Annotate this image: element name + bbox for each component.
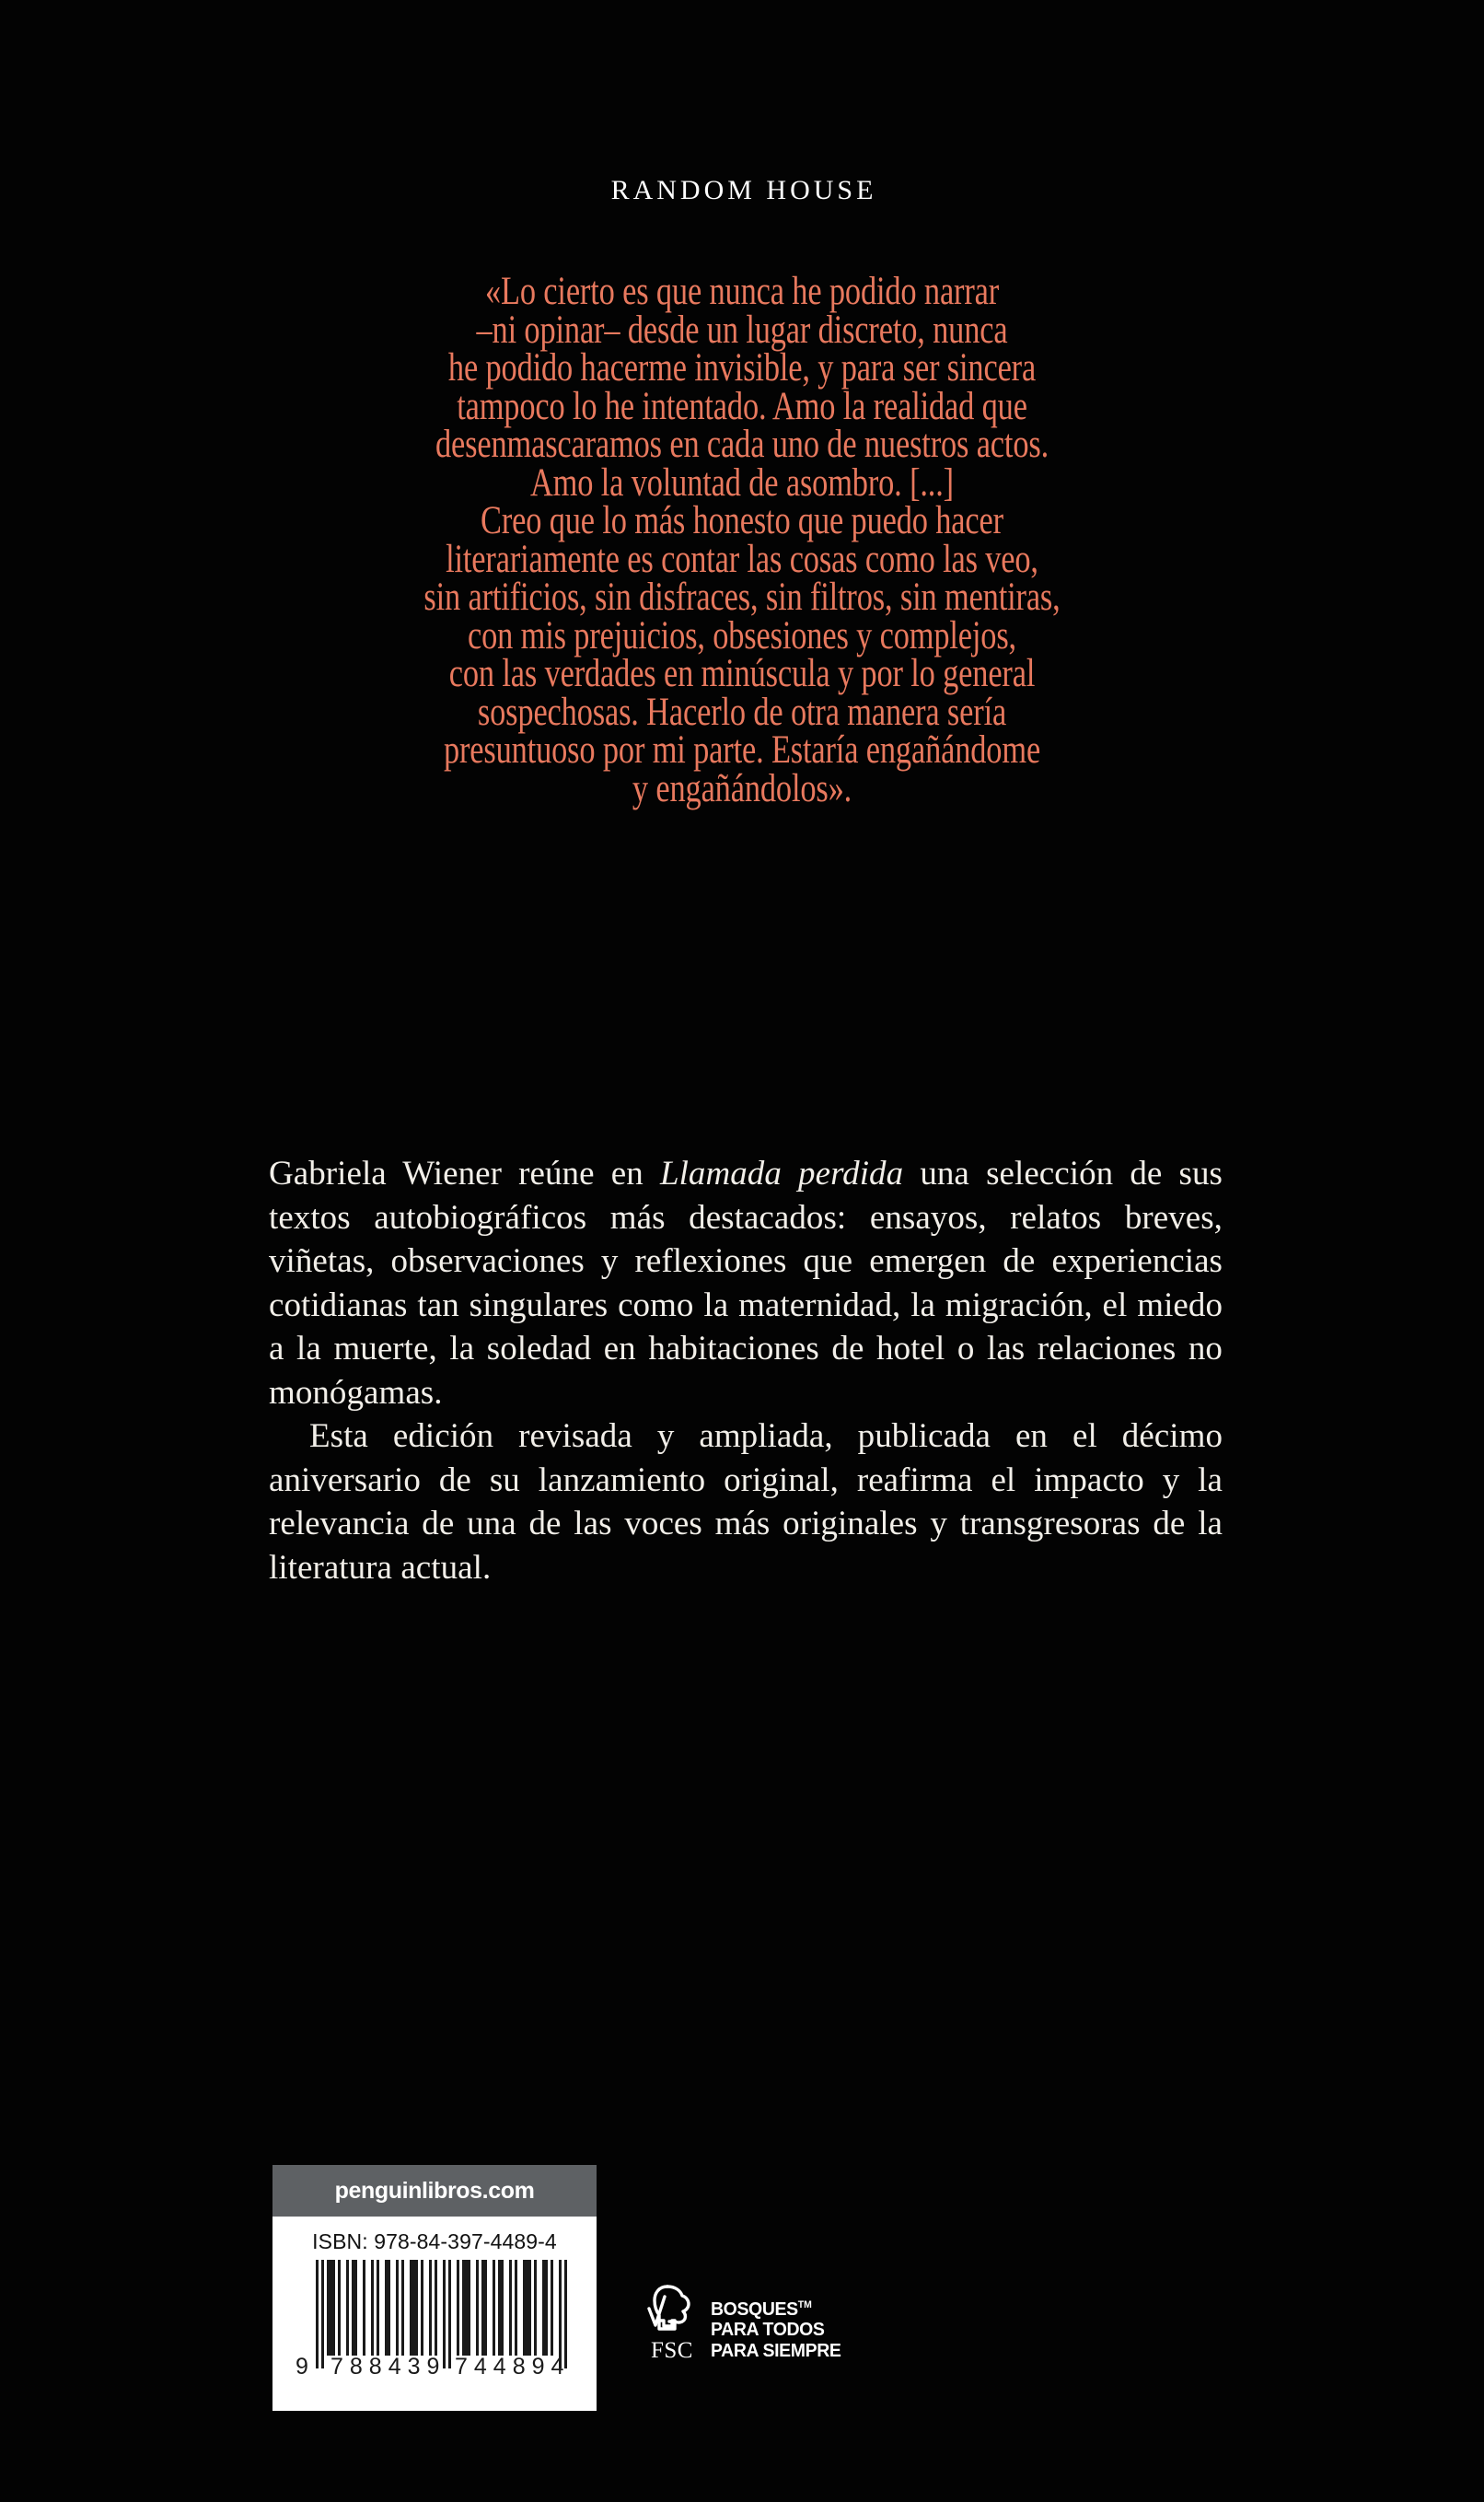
book-title-italic: Llamada perdida xyxy=(659,1155,904,1193)
pull-quote-line: desenmascaramos en cada uno de nuestros actos. xyxy=(435,423,1049,466)
fsc-tree-checkmark-icon xyxy=(643,2281,701,2338)
fsc-certification-logo xyxy=(642,2281,848,2363)
blurb-paragraph-1 xyxy=(269,1152,1223,1414)
fsc-slogan-line-1 xyxy=(711,2295,841,2320)
pull-quote-line: he podido hacerme invisible, y para ser sincera xyxy=(447,346,1037,390)
isbn-text: ISBN: 978-84-397-4489-4 xyxy=(272,2217,597,2260)
imprint-logotype: RANDOM HOUSE xyxy=(610,175,877,205)
ean-left-group-text: 788439 xyxy=(330,2354,446,2378)
ean13-barcode xyxy=(272,2260,597,2387)
pull-quote xyxy=(226,270,1258,810)
fsc-slogan-line-3: PARA SIEMPRE xyxy=(711,2339,841,2361)
fsc-slogan-line-2: PARA TODOS xyxy=(711,2319,825,2340)
blurb-copy xyxy=(269,1152,1223,1589)
barcode-bottom-padding xyxy=(272,2387,597,2411)
fsc-slogan xyxy=(711,2295,848,2363)
pull-quote-line: literariamente es contar las cosas como las veo, xyxy=(446,537,1038,581)
ean13-bars-svg xyxy=(294,2260,575,2378)
pull-quote-line: Amo la voluntad de asombro. [...] xyxy=(530,460,954,505)
blurb-p1-rest: una selección de sus textos autobiográficos más destacados: ensayos, relatos breves, viñetas, observaciones y reflexiones que emergen de experiencias cotidianas tan singulares como la maternidad, la migración, el miedo a la muerte, la soledad en habitaciones de hotel o las relaciones no monógamas. xyxy=(269,1155,1223,1412)
fsc-line1-text: BOSQUES xyxy=(711,2298,798,2320)
ean-lead-digit-text: 9 xyxy=(296,2354,308,2378)
pull-quote-line: tampoco lo he intentado. Amo la realidad que xyxy=(457,384,1027,428)
fsc-label: FSC xyxy=(651,2338,693,2363)
pull-quote-line: «Lo cierto es que nunca he podido narrar xyxy=(484,270,1000,313)
pull-quote-line: y engañándolos». xyxy=(632,766,852,810)
pull-quote-line: Creo que lo más honesto que puedo hacer xyxy=(481,499,1003,542)
pull-quote-line: sin artificios, sin disfraces, sin filtros, sin mentiras, xyxy=(423,576,1061,619)
pull-quote-line: –ni opinar– desde un lugar discreto, nunca xyxy=(476,308,1008,352)
pull-quote-line: con mis prejuicios, obsesiones y complejos, xyxy=(468,613,1016,658)
fsc-mark xyxy=(642,2281,702,2363)
penguinlibros-website-bar[interactable]: penguinlibros.com xyxy=(272,2165,597,2217)
blurb-p1-lead: Gabriela Wiener reúne en xyxy=(269,1155,660,1193)
fsc-trademark-symbol: TM xyxy=(797,2298,812,2310)
blurb-paragraph-2: Esta edición revisada y ampliada, publicada en el décimo aniversario de su lanzamiento original, reafirma el impacto y la relevancia de una de las voces más originales y transgresoras de la literatura actual. xyxy=(269,1417,1223,1587)
pull-quote-line: con las verdades en minúscula y por lo general xyxy=(448,652,1036,695)
barcode-block xyxy=(272,2165,597,2411)
ean-right-group-text: 744894 xyxy=(455,2354,571,2378)
pull-quote-line: sospechosas. Hacerlo de otra manera sería xyxy=(477,690,1007,734)
pull-quote-line: presuntuoso por mi parte. Estaría engañándome xyxy=(443,728,1041,772)
